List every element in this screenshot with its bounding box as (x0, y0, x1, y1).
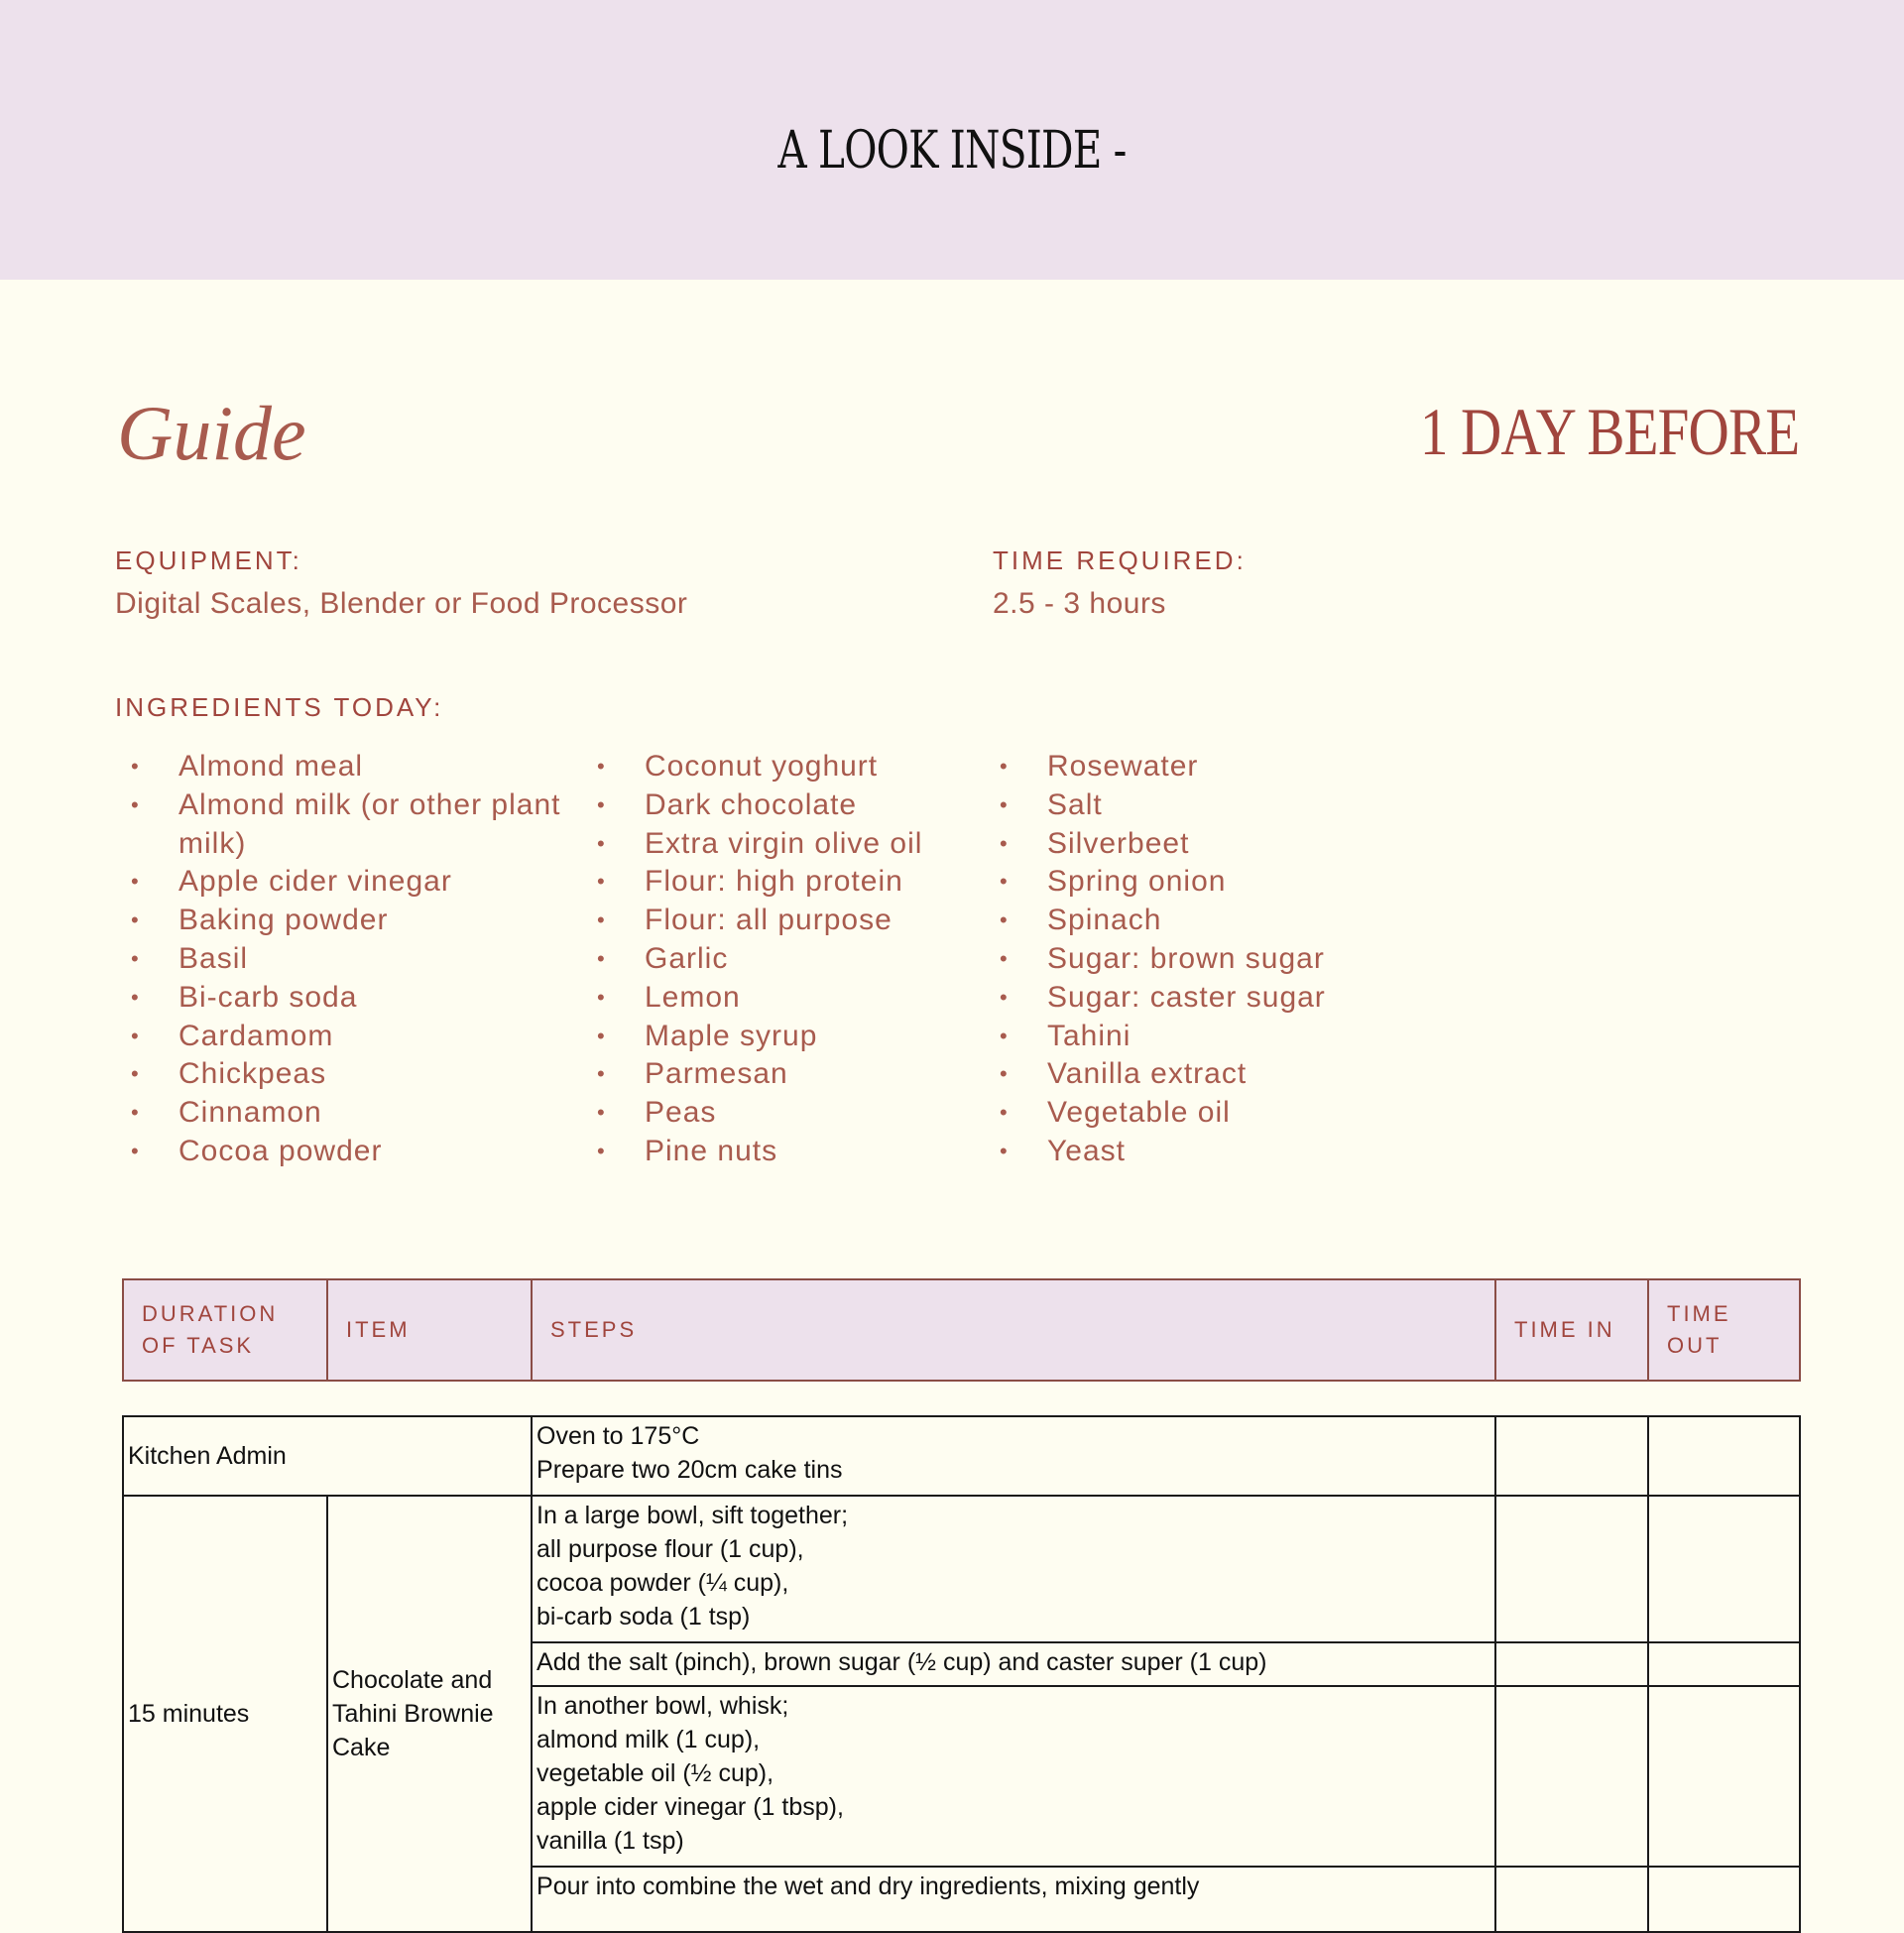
header-time-out: TIME OUT (1648, 1279, 1800, 1381)
time-required-label: TIME REQUIRED: (993, 545, 1247, 575)
day-title: 1 DAY BEFORE (1419, 394, 1799, 469)
steps-cell (532, 1416, 1495, 1496)
banner-title: A LOOK INSIDE - (777, 121, 1127, 181)
ingredient-item: • Rosewater (1000, 748, 1396, 786)
ingredient-item: • Spring onion (1000, 863, 1396, 902)
item-cell: Chocolate and Tahini Brownie Cake (327, 1496, 532, 1932)
time-in-cell[interactable] (1495, 1496, 1648, 1642)
ingredient-item: • Extra virgin olive oil (597, 825, 954, 864)
step-line: In another bowl, whisk; (536, 1692, 789, 1720)
ingredients-column-1 (131, 748, 567, 1171)
time-out-cell[interactable] (1648, 1416, 1800, 1496)
ingredient-item: • Maple syrup (597, 1018, 954, 1056)
ingredient-item: • Peas (597, 1094, 954, 1133)
time-in-cell[interactable] (1495, 1642, 1648, 1686)
step-line: almond milk (1 cup), (536, 1726, 761, 1753)
table-row (123, 1416, 1800, 1496)
header-item: ITEM (327, 1279, 532, 1381)
steps-cell (532, 1496, 1495, 1642)
step-line: Oven to 175°C (536, 1422, 700, 1450)
ingredient-item: • Cinnamon (131, 1094, 567, 1133)
task-table-header (122, 1278, 1801, 1382)
ingredient-item: • Chickpeas (131, 1055, 567, 1094)
ingredient-item: • Sugar: caster sugar (1000, 979, 1396, 1018)
ingredients-column-3 (1000, 748, 1396, 1171)
step-line: vanilla (1 tsp) (536, 1827, 684, 1855)
ingredient-item: • Vanilla extract (1000, 1055, 1396, 1094)
ingredient-item: • Parmesan (597, 1055, 954, 1094)
ingredients-column-2 (597, 748, 954, 1171)
kitchen-admin-cell: Kitchen Admin (123, 1416, 532, 1496)
header-steps: STEPS (532, 1279, 1495, 1381)
step-line: apple cider vinegar (1 tbsp), (536, 1793, 844, 1821)
step-line: all purpose flour (1 cup), (536, 1535, 804, 1563)
ingredient-item: • Flour: all purpose (597, 902, 954, 940)
ingredients-label: INGREDIENTS TODAY: (115, 692, 444, 722)
ingredient-item: • Sugar: brown sugar (1000, 940, 1396, 979)
ingredient-item: • Apple cider vinegar (131, 863, 567, 902)
step-line: vegetable oil (½ cup), (536, 1759, 774, 1787)
steps-cell: Pour into combine the wet and dry ingredients, mixing gently (532, 1867, 1495, 1932)
time-in-cell[interactable] (1495, 1416, 1648, 1496)
time-out-cell[interactable] (1648, 1642, 1800, 1686)
duration-cell: 15 minutes (123, 1496, 327, 1932)
step-line: In a large bowl, sift together; (536, 1502, 849, 1529)
ingredient-item: • Coconut yoghurt (597, 748, 954, 786)
header-time-in: TIME IN (1495, 1279, 1648, 1381)
task-table (122, 1415, 1801, 1933)
ingredient-item: • Cardamom (131, 1018, 567, 1056)
ingredient-item: • Baking powder (131, 902, 567, 940)
top-banner (0, 0, 1904, 280)
steps-cell (532, 1686, 1495, 1867)
ingredient-item: • Garlic (597, 940, 954, 979)
steps-cell: Add the salt (pinch), brown sugar (½ cup) and caster super (1 cup) (532, 1642, 1495, 1686)
ingredient-item: • Almond milk (or other plant milk) (131, 786, 567, 864)
ingredient-item: • Tahini (1000, 1018, 1396, 1056)
table-row (123, 1496, 1800, 1642)
time-in-cell[interactable] (1495, 1867, 1648, 1932)
equipment-label: EQUIPMENT: (115, 545, 302, 575)
ingredient-item: • Salt (1000, 786, 1396, 825)
time-out-cell[interactable] (1648, 1496, 1800, 1642)
step-line: bi-carb soda (1 tsp) (536, 1603, 751, 1631)
ingredient-item: • Pine nuts (597, 1133, 954, 1171)
ingredient-item: • Flour: high protein (597, 863, 954, 902)
ingredient-item: • Spinach (1000, 902, 1396, 940)
step-line: cocoa powder (¼ cup), (536, 1569, 789, 1597)
time-out-cell[interactable] (1648, 1686, 1800, 1867)
equipment-value: Digital Scales, Blender or Food Processor (115, 587, 688, 620)
time-in-cell[interactable] (1495, 1686, 1648, 1867)
ingredient-item: • Cocoa powder (131, 1133, 567, 1171)
ingredient-item: • Vegetable oil (1000, 1094, 1396, 1133)
ingredient-item: • Silverbeet (1000, 825, 1396, 864)
ingredient-item: • Basil (131, 940, 567, 979)
ingredient-item: • Bi-carb soda (131, 979, 567, 1018)
time-out-cell[interactable] (1648, 1867, 1800, 1932)
time-required-value: 2.5 - 3 hours (993, 587, 1166, 620)
ingredient-item: • Lemon (597, 979, 954, 1018)
guide-title: Guide (117, 390, 306, 476)
ingredient-item: • Yeast (1000, 1133, 1396, 1171)
header-duration: DURATION OF TASK (123, 1279, 327, 1381)
ingredient-item: • Dark chocolate (597, 786, 954, 825)
ingredient-item: • Almond meal (131, 748, 567, 786)
step-line: Prepare two 20cm cake tins (536, 1456, 843, 1484)
